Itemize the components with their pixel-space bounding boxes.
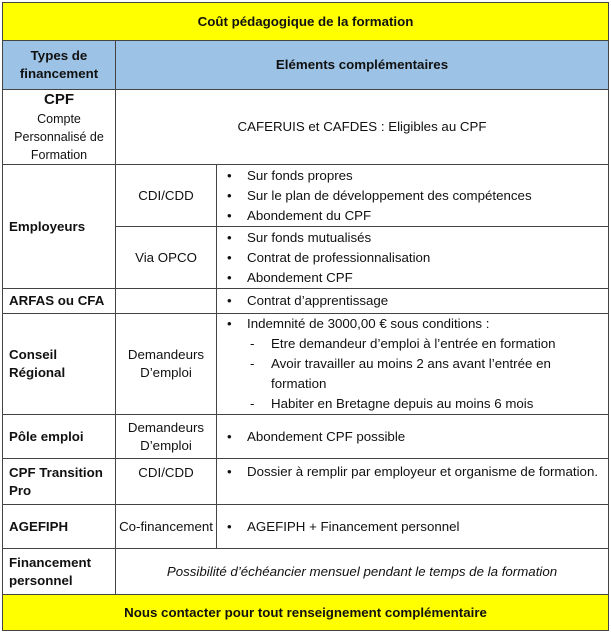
- pole-label: Pôle emploi: [3, 415, 116, 459]
- employeurs-opco-label: Via OPCO: [116, 227, 217, 289]
- header-types: Types de financement: [3, 41, 116, 90]
- agefiph-sub: Co-financement: [116, 505, 217, 549]
- footer-text: Nous contacter pour tout renseignement complémentaire: [3, 595, 609, 631]
- arfas-sub: [116, 289, 217, 314]
- list-item: • Contrat d’apprentissage: [217, 291, 602, 311]
- arfas-label: ARFAS ou CFA: [3, 289, 116, 314]
- agefiph-cell: [217, 505, 609, 549]
- pole-sub: Demandeurs D’emploi: [116, 415, 217, 459]
- table-title: Coût pédagogique de la formation: [3, 3, 609, 41]
- list-item: [217, 314, 602, 414]
- arfas-cell: [217, 289, 609, 314]
- list-item: • Sur fonds propres: [217, 166, 602, 186]
- cpf-subtitle: Compte Personnalisé de Formation: [14, 112, 104, 162]
- condition-item: - Habiter en Bretagne depuis au moins 6 mois: [247, 394, 602, 414]
- agefiph-label: AGEFIPH: [3, 505, 116, 549]
- employeurs-cdi-cell: [217, 165, 609, 227]
- conseil-sub: Demandeurs D’emploi: [116, 314, 217, 415]
- cpf-title: CPF: [44, 91, 74, 108]
- list-item: • Abondement du CPF: [217, 206, 602, 226]
- list-item: • Abondement CPF: [217, 268, 602, 288]
- employeurs-label: Employeurs: [3, 165, 116, 289]
- list-item: • Abondement CPF possible: [217, 427, 602, 447]
- employeurs-cdi-label: CDI/CDD: [116, 165, 217, 227]
- pole-cell: [217, 415, 609, 459]
- personnel-text: Possibilité d’échéancier mensuel pendant le temps de la formation: [116, 549, 609, 595]
- cpf-cell: [3, 90, 116, 165]
- list-item: • Sur fonds mutualisés: [217, 228, 602, 248]
- list-item: • Sur le plan de développement des compétences: [217, 186, 602, 206]
- transition-cell: [217, 459, 609, 505]
- list-item: • AGEFIPH + Financement personnel: [217, 517, 602, 537]
- transition-label: CPF Transition Pro: [3, 459, 116, 505]
- employeurs-opco-cell: [217, 227, 609, 289]
- conseil-label: Conseil Régional: [3, 314, 116, 415]
- personnel-label: Financement personnel: [3, 549, 116, 595]
- list-item: • Dossier à remplir par employeur et organisme de formation.: [217, 462, 602, 482]
- conseil-item: Indemnité de 3000,00 € sous conditions :: [247, 316, 490, 331]
- cpf-text: CAFERUIS et CAFDES : Eligibles au CPF: [116, 90, 609, 165]
- conseil-cell: [217, 314, 609, 415]
- financing-table: [2, 2, 609, 631]
- transition-sub: CDI/CDD: [116, 459, 217, 505]
- header-elements: Eléments complémentaires: [116, 41, 609, 90]
- condition-item: - Etre demandeur d’emploi à l’entrée en formation: [247, 334, 602, 354]
- condition-item: - Avoir travailler au moins 2 ans avant l’entrée en formation: [247, 354, 602, 394]
- list-item: • Contrat de professionnalisation: [217, 248, 602, 268]
